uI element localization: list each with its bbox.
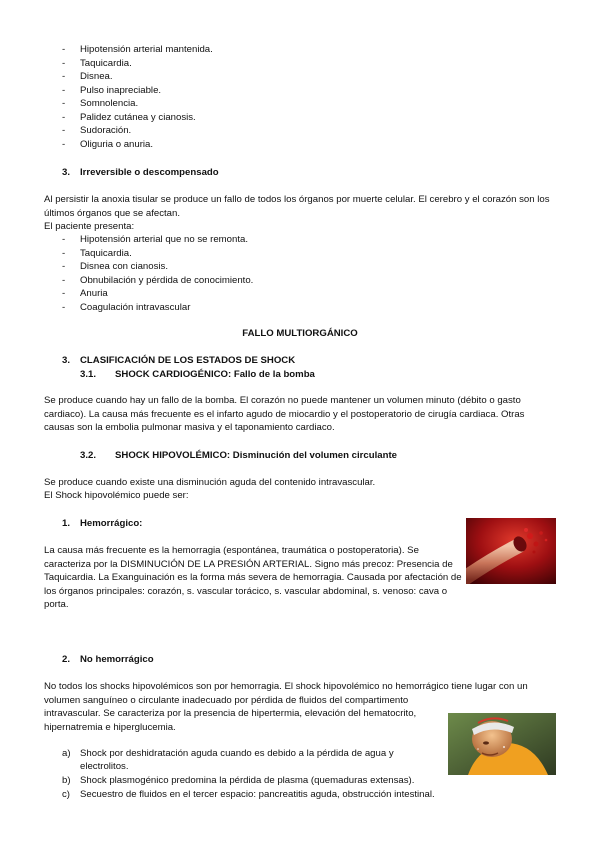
athlete-illustration xyxy=(448,713,556,775)
nohemo-heading: No hemorrágico xyxy=(80,654,154,665)
blood-vessel-image xyxy=(466,518,556,584)
stage3-number: 3. xyxy=(62,167,71,178)
s31-heading: SHOCK CARDIOGÉNICO: Fallo de la bomba xyxy=(115,369,315,380)
s32-heading: SHOCK HIPOVOLÉMICO: Disminución del volumen circulante xyxy=(115,450,397,461)
dehydrated-athlete-image xyxy=(448,713,556,775)
hemo-number: 1. xyxy=(62,518,71,529)
stage3-paragraph: Al persistir la anoxia tisular se produce un fallo de todos los órganos por muerte celular. El cerebro y el corazón son los últimos órganos que se afectan. xyxy=(44,194,550,219)
section3-heading: CLASIFICACIÓN DE LOS ESTADOS DE SHOCK xyxy=(80,355,296,366)
hemo-heading: Hemorrágico: xyxy=(80,518,143,529)
nohemo-paragraph-2: intravascular. Se caracteriza por la presencia de hipertermia, elevación del hematocrito, hipernatremia e hiperglucemia. xyxy=(44,708,417,733)
s32-line1: Se produce cuando existe una disminución aguda del contenido intravascular. xyxy=(44,477,376,488)
s32-number: 3.2. xyxy=(80,450,97,461)
s32-line2: El Shock hipovolémico puede ser: xyxy=(44,490,189,501)
stage3-lead: El paciente presenta: xyxy=(44,221,135,232)
s31-paragraph: Se produce cuando hay un fallo de la bomba. El corazón no puede mantener un volumen minuto (débito o gasto cardiaco). La causa más frecuente es el infarto agudo de miocardio y el postoperatorio de cirugía cardiaca. Otras causas son la embolia pulmonar masiva y el taponamiento cardiaco. xyxy=(44,395,525,434)
fallo-multiorganico-heading: FALLO MULTIORGÁNICO xyxy=(242,328,358,339)
stage3-heading: Irreversible o descompensado xyxy=(80,167,219,178)
nohemo-paragraph-1: No todos los shocks hipovolémicos son por hemorragia. El shock hipovolémico no hemorrágico tiene lugar con un volumen sanguíneo o circulante inadecuado por pérdida de fluidos del compartimento xyxy=(44,681,528,706)
blood-vessel-illustration xyxy=(466,518,556,584)
hemo-paragraph: La causa más frecuente es la hemorragia (espontánea, traumática o postoperatoria). Se caracteriza por la DISMINUCIÓN DE LA PRESIÓN ARTERIAL. Signo más precoz: Presencia de Taquicardia. La Exanguinación es la forma más severa de hemorragia. Causada por afectación de los órganos principales: corazón, s. vascular torácico, s. vascular abdominal, s. venoso: cava o porta. xyxy=(44,545,462,611)
section3-number: 3. xyxy=(62,355,71,366)
nohemo-number: 2. xyxy=(62,654,71,665)
s31-number: 3.1. xyxy=(80,369,97,380)
